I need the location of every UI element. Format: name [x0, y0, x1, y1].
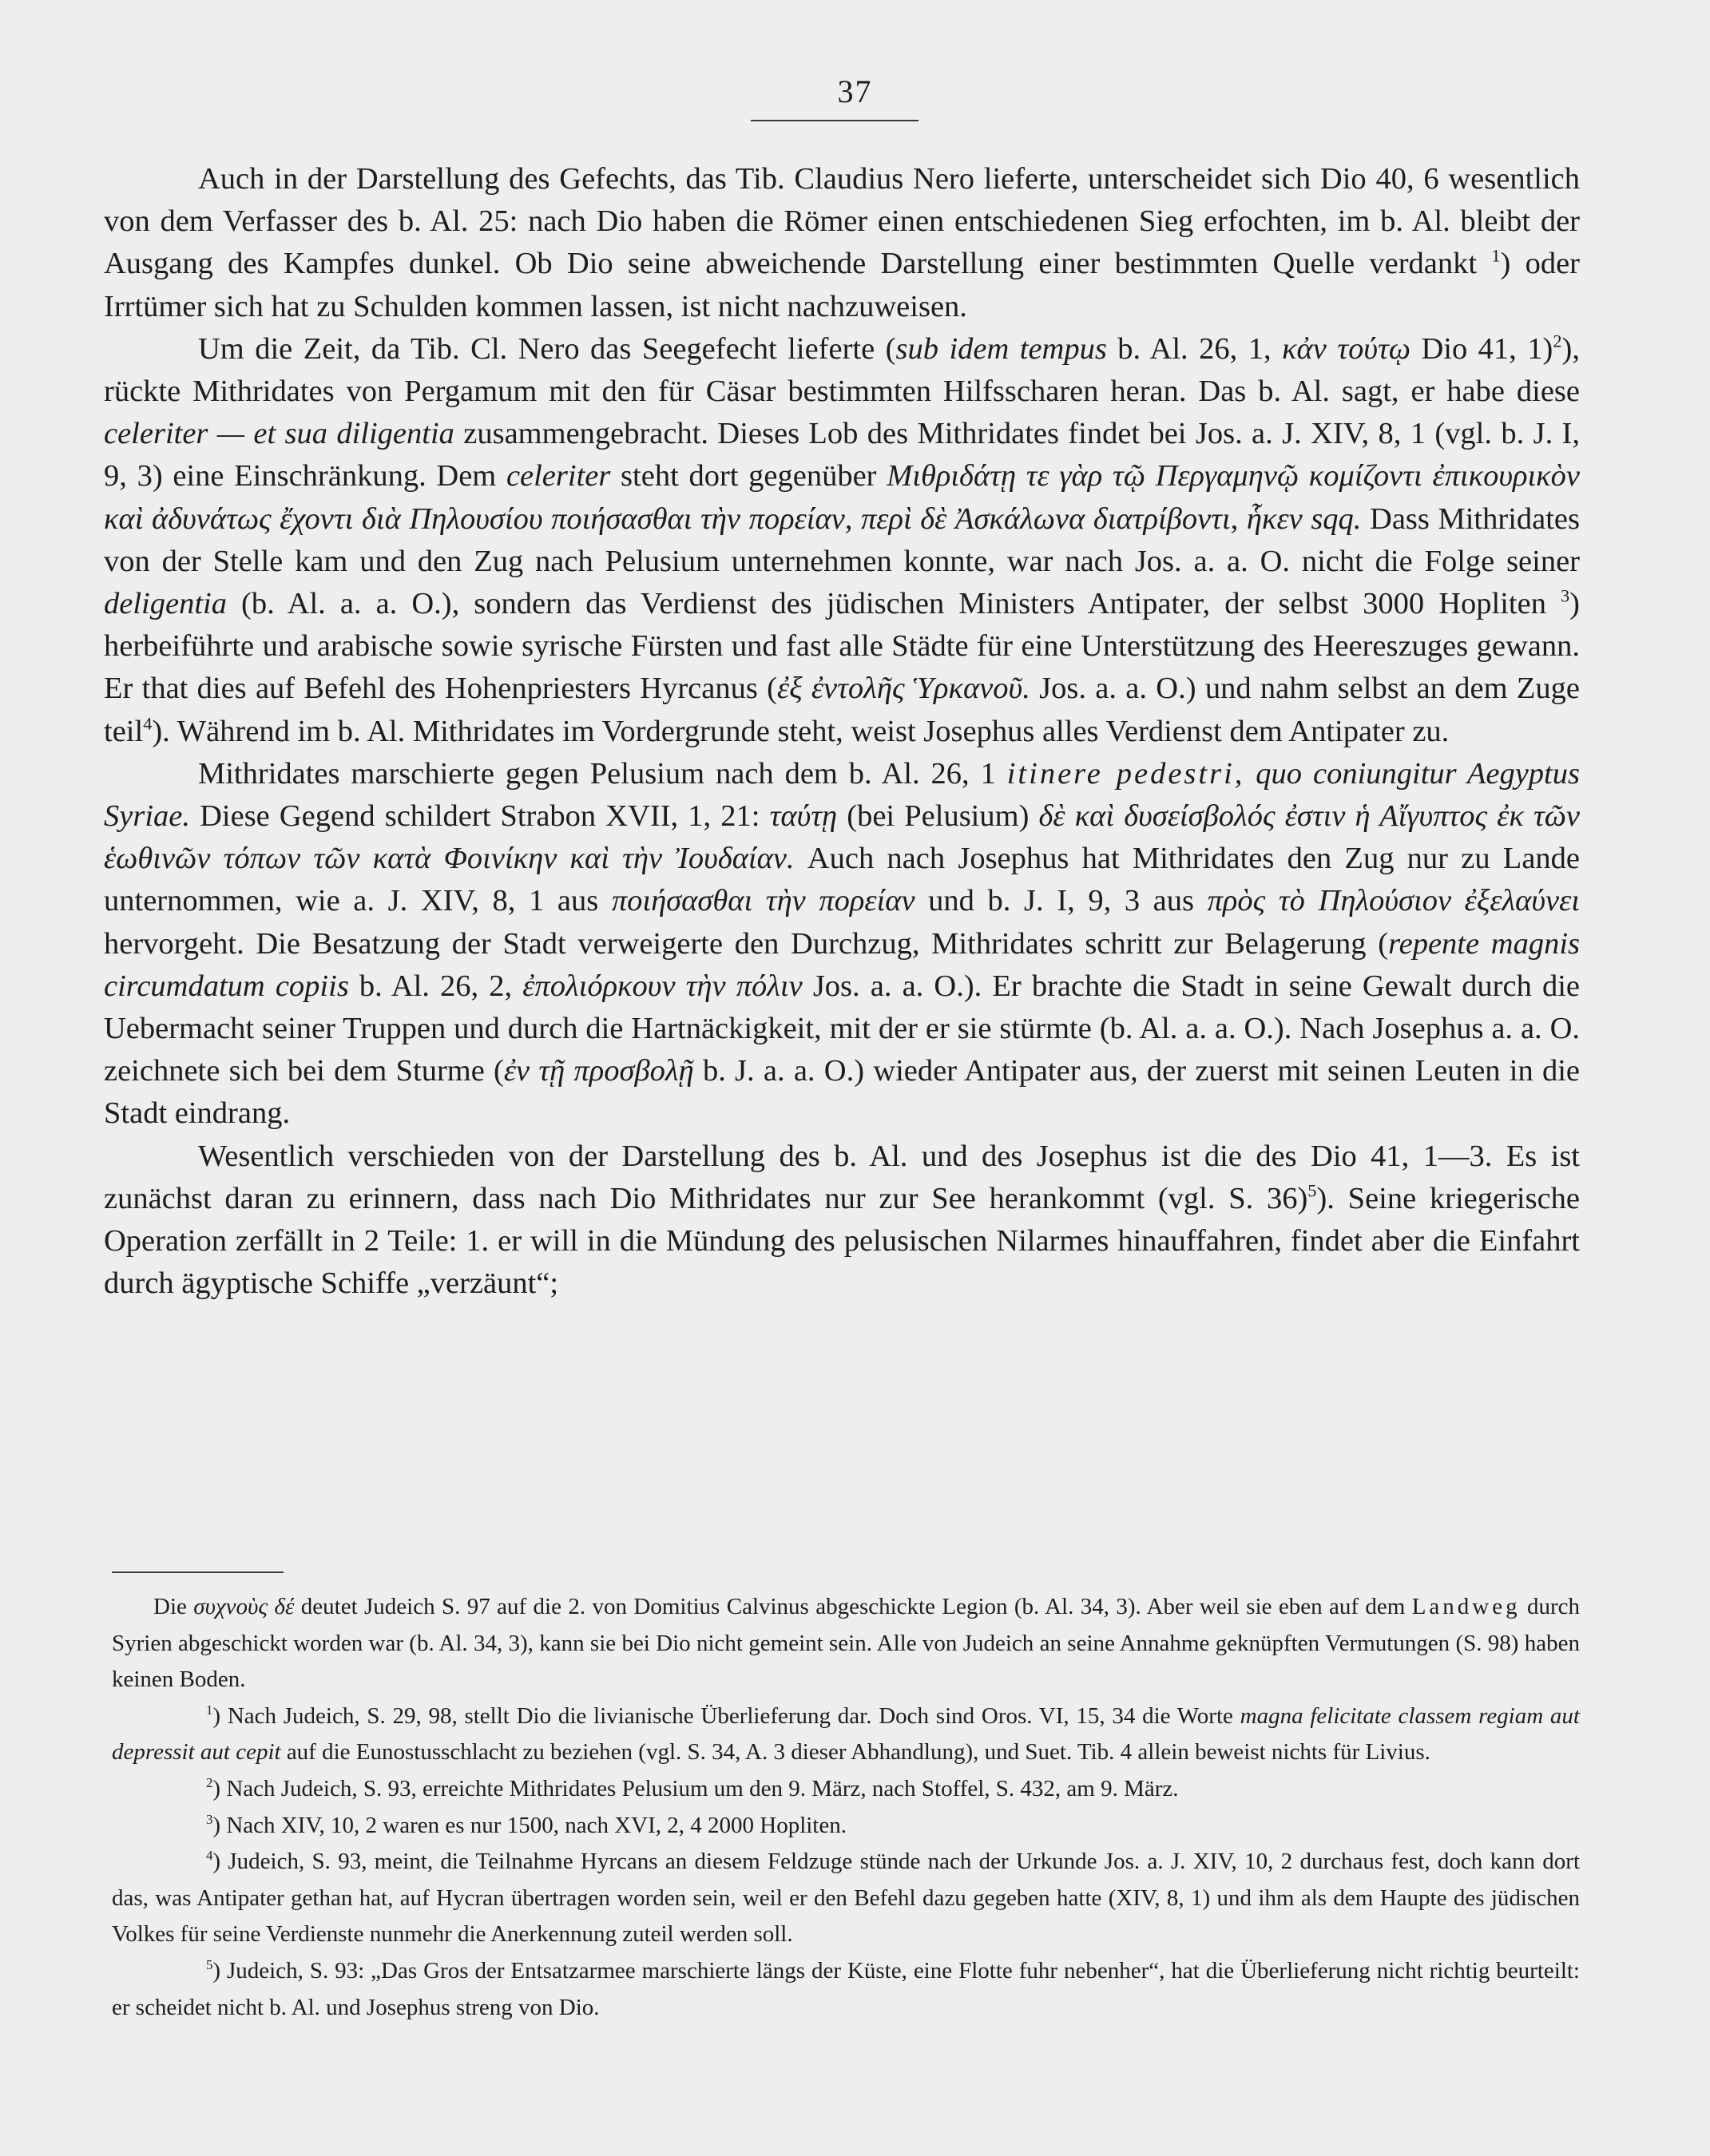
- paragraph-2: [104, 328, 1580, 753]
- fn0-a: Die: [153, 1594, 194, 1619]
- p3-c: quo coniungitur Aegyptus Syriae.: [104, 756, 1580, 834]
- p3-greek-strabon: δὲ καὶ δυσείσβολός ἐστιν ἡ Αἴγυπτος ἐκ τῶν ἑωθινῶν τόπων τῶν κατὰ Φοινίκην καὶ τὴν Ἰουδαίαν.: [104, 799, 1581, 876]
- fn0-spaced: Landweg: [1411, 1594, 1521, 1619]
- page-number-rule: [751, 120, 918, 121]
- fn0-c: deutet Judeich S. 97 auf die 2. von Domitius Calvinus abgeschickte Legion (b. Al. 34, 3). Aber weil sie eben auf dem: [294, 1594, 1412, 1619]
- p3-l: hervorgeht. Die Besatzung der Stadt verweigerte den Durchzug, Mithridates schritt zur Belagerung (: [104, 926, 1389, 961]
- p3-p: Jos. a. a. O.). Er brachte die Stadt in seine Gewalt durch die Uebermacht seiner Truppen und durch die Hartnäckigkeit, mit der er sie stürmte (b. Al. a. a. O.). Nach Josephus a. a. O. zeichnete sich bei dem Sturme (: [104, 969, 1580, 1088]
- p3-spaced: itinere pedestri,: [1006, 756, 1245, 791]
- footnote-ref-5[interactable]: 5: [1307, 1180, 1317, 1201]
- p3-greek-2: ποιήσασθαι τὴν πορείαν: [611, 884, 915, 918]
- p2-c: b. Al. 26, 1,: [1106, 331, 1283, 366]
- footnote-4: [112, 1844, 1580, 1953]
- footnote-continued: [112, 1589, 1580, 1698]
- p2-n: deligentia: [104, 587, 227, 621]
- p2-f: ), rückte Mithridates von Pergamum mit den für Cäsar bestimmten Hilfsscharen heran. Das b. Al. sagt, er habe diese: [104, 331, 1580, 409]
- p2-e: Dio 41, 1): [1410, 331, 1553, 366]
- paragraph-4: [104, 1135, 1580, 1306]
- p3-m: repente magnis circumdatum copiis: [104, 926, 1580, 1003]
- fn1-c: auf die Eunostusschlacht zu beziehen (vgl. S. 34, A. 3 dieser Abhandlung), und Suet. Tib. 4 allein beweist nichts für Livius.: [280, 1739, 1430, 1766]
- p3-h: Auch nach Josephus hat Mithridates den Zug nur zu Lande unternommen, wie a. J. XIV, 8, 1 aus: [104, 842, 1580, 918]
- footnote-mark-5: 5: [206, 1957, 213, 1973]
- footnote-mark-4: 4: [206, 1848, 213, 1864]
- footnote-ref-2[interactable]: 2: [1553, 331, 1562, 351]
- footnotes: [112, 1589, 1580, 2026]
- main-text: [104, 158, 1580, 1305]
- footnote-mark-3: 3: [206, 1811, 213, 1827]
- p2-greek-quote: Μιθριδάτῃ τε γὰρ τῷ Περγαμηνῷ κομίζοντι ἐπικουρικὸν καὶ ἀδυνάτως ἔχοντι διὰ Πηλουσίου ποιήσασθαι τὴν πορείαν, περὶ δὲ Ἀσκάλωνα διατρίβοντι, ἧκεν: [104, 459, 1580, 536]
- fn4-a: ) Judeich, S. 93, meint, die Teilnahme Hyrcans an diesem Feldzuge stünde nach der Urkunde Jos. a. J. XIV, 10, 2 durchaus fest, doch kann dort das, was Antipater gethan hat, auf Hycran übertragen worden sein, weil er den Befehl dazu gegeben hatte (XIV, 8, 1) und ihm als dem Haupte des jüdischen Volkes für seine Verdienste nunmehr die Anerkennung zuteil werden soll.: [112, 1849, 1580, 1948]
- p2-p: ) herbeiführte und arabische sowie syrische Fürsten und fast alle Städte für eine Unterstützung des Heereszuges gewann. Er that dies auf Befehl des Hohenpriesters Hyrcanus (: [104, 587, 1580, 706]
- p2-h: zusammengebracht. Dieses Lob des Mithridates findet bei Jos. a. J. XIV, 8, 1 (vgl. b. J. I, 9, 3) eine Einschränkung. Dem: [104, 417, 1580, 493]
- p2-greek-1: κἀν τούτῳ: [1282, 331, 1410, 366]
- p3-a: Mithridates marschierte gegen Pelusium nach dem b. Al. 26, 1: [198, 756, 1007, 791]
- p2-b: sub idem tempus: [895, 331, 1107, 366]
- footnote-ref-4[interactable]: 4: [143, 713, 153, 734]
- fn3-a: ) Nach XIV, 10, 2 waren es nur 1500, nach XVI, 2, 4 2000 Hopliten.: [212, 1812, 847, 1838]
- p3-r: b. J. a. a. O.) wieder Antipater aus, der zuerst mit seinen Leuten in die Stadt eindrang.: [104, 1054, 1580, 1131]
- p3-d: Diese Gegend schildert Strabon XVII, 1, 21:: [189, 799, 770, 834]
- fn0-greek: συχνοὺς δέ: [193, 1594, 295, 1619]
- p2-l: sqq.: [1311, 501, 1362, 536]
- p3-j: und b. J. I, 9, 3 aus: [915, 884, 1208, 918]
- p2-s: ). Während im b. Al. Mithridates im Vordergrunde steht, weist Josephus alles Verdienst dem Antipater zu.: [152, 714, 1450, 748]
- fn1-italic: magna felicitate classem regiam aut depressit aut cepit: [112, 1702, 1580, 1766]
- fn1-a: ) Nach Judeich, S. 29, 98, stellt Dio die livianische Überlieferung dar. Doch sind Oros. VI, 15, 34 die Worte: [212, 1702, 1240, 1729]
- footnote-1: [112, 1698, 1580, 1771]
- p2-g: celeriter — et sua diligentia: [104, 417, 454, 451]
- p2-r: Jos. a. a. O.) und nahm selbst an dem Zuge teil: [104, 672, 1580, 748]
- footnote-3: [112, 1808, 1580, 1845]
- fn0-e: durch Syrien abgeschickt worden war (b. Al. 34, 3), kann sie bei Dio nicht gemeint sein. Alle von Judeich an seine Annahme geknüpften Vermutungen (S. 98) haben keinen Boden.: [112, 1594, 1581, 1693]
- p3-greek-1: ταύτῃ: [769, 799, 838, 834]
- p2-a: Um die Zeit, da Tib. Cl. Nero das Seegefecht lieferte (: [198, 331, 896, 366]
- page-number: 37: [837, 73, 873, 109]
- paragraph-3: [104, 753, 1580, 1135]
- p2-greek-2: ἐξ ἐντολῆς Ὑρκανοῦ.: [776, 672, 1030, 706]
- p2-j: steht dort gegenüber: [610, 459, 887, 493]
- p2-i: celeriter: [506, 459, 611, 493]
- footnote-2: [112, 1771, 1580, 1808]
- footnote-ref-1[interactable]: 1: [1491, 245, 1501, 266]
- fn2-a: ) Nach Judeich, S. 93, erreichte Mithridates Pelusium um den 9. März, nach Stoffel, S. 432, am 9. März.: [212, 1775, 1179, 1801]
- p3-greek-4: ἐπολιόρκουν τὴν πόλιν: [522, 969, 803, 1003]
- p4-b: ). Seine kriegerische Operation zerfällt in 2 Teile: 1. er will in die Mündung des pelusischen Nilarmes hinauffahren, findet aber die Einfahrt durch ägyptische Schiffe „verzäunt“;: [104, 1181, 1580, 1301]
- paragraph-1: [104, 158, 1580, 328]
- p3-greek-3: πρὸς τὸ Πηλούσιον ἐξελαύνει: [1207, 884, 1581, 918]
- p3-f: (bei Pelusium): [837, 799, 1039, 834]
- footnote-mark-2: 2: [206, 1775, 213, 1791]
- fn5-a: ) Judeich, S. 93: „Das Gros der Entsatzarmee marschierte längs der Küste, eine Flotte fuhr nebenher“, hat die Überlieferung nicht richtig beurteilt: er scheidet nicht b. Al. und Josephus streng von Dio.: [112, 1957, 1580, 2020]
- p3-greek-5: ἐν τῇ προσβολῇ: [503, 1054, 694, 1088]
- p1-text: Auch in der Darstellung des Gefechts, das Tib. Claudius Nero lieferte, unterscheidet sich Dio 40, 6 wesentlich von dem Verfasser des b. Al. 25: nach Dio haben die Römer einen entschiedenen Sieg erfochten, im b. Al. bleibt der Ausgang des Kampfes dunkel. Ob Dio seine abweichende Darstellung einer bestimmten Quelle verdankt: [104, 162, 1580, 281]
- footnote-mark-1: 1: [206, 1702, 213, 1718]
- p3-n: b. Al. 26, 2,: [348, 969, 523, 1003]
- p2-o: (b. Al. a. a. O.), sondern das Verdienst des jüdischen Ministers Antipater, der selbst 3000 Hopliten: [226, 587, 1561, 621]
- p1-tail: ) oder Irrtümer sich hat zu Schulden kommen lassen, ist nicht nachzuweisen.: [104, 247, 1581, 323]
- p2-m: Dass Mithridates von der Stelle kam und den Zug nach Pelusium unternehmen konnte, war nach Jos. a. a. O. nicht die Folge seiner: [104, 501, 1580, 578]
- footnote-5: [112, 1953, 1580, 2026]
- footnote-rule: [112, 1571, 284, 1573]
- footnote-ref-3[interactable]: 3: [1561, 585, 1570, 606]
- p4-a: Wesentlich verschieden von der Darstellung des b. Al. und des Josephus ist die des Dio 41, 1—3. Es ist zunächst daran zu erinnern, dass nach Dio Mithridates nur zur See herankommt (vgl. S. 36): [104, 1139, 1580, 1215]
